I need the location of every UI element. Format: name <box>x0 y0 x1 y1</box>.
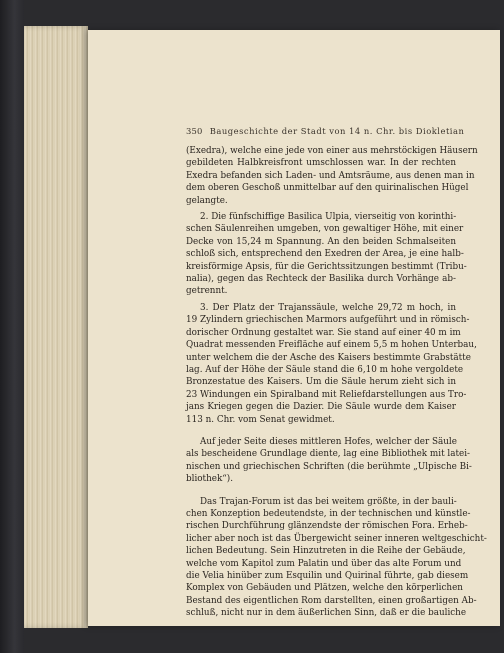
text-line: Auf jeder Seite dieses mittleren Hofes, welcher der Säule <box>200 436 457 447</box>
text-line: kreisförmige Apsis, für die Gerichtssitzungen bestimmt (Tribu- <box>186 261 467 272</box>
page-content <box>186 126 487 620</box>
book-binding <box>0 0 24 653</box>
paragraph <box>186 145 478 207</box>
paragraph <box>186 211 467 298</box>
text-line: Decke von 15,24 m Spannung. An den beiden Schmalseiten <box>186 236 456 247</box>
text-line: 3. Der Platz der Trajanssäule, welche 29,72 m hoch, in <box>200 302 456 313</box>
page-edges <box>24 26 88 628</box>
paragraph-gap <box>186 426 456 436</box>
text-line: lichen Bedeutung. Sein Hinzutreten in die Reihe der Gebäude, <box>186 546 466 557</box>
text-line: getrennt. <box>186 286 228 297</box>
text-line: Bronzestatue des Kaisers. Um die Säule herum zieht sich in <box>186 377 456 388</box>
page-number: 350 <box>186 126 203 136</box>
text-line: jans Kriegen gegen die Dazier. Die Säule wurde dem Kaiser <box>186 402 456 413</box>
text-line: Quadrat messenden Freifläche auf einem 5,5 m hohen Unterbau, <box>186 340 477 351</box>
text-line: 23 Windungen ein Spiralband mit Reliefdarstellungen aus Tro- <box>186 389 467 400</box>
text-line: 19 Zylindern griechischen Marmors aufgeführt und in römisch- <box>186 315 470 326</box>
running-title: Baugeschichte der Stadt von 14 n. Chr. bis Diokletian <box>209 126 465 136</box>
text-line: schloß sich, entsprechend den Exedren der Area, je eine halb- <box>186 249 464 260</box>
running-head <box>186 126 465 136</box>
text-line: lag. Auf der Höhe der Säule stand die 6,10 m hohe vergoldete <box>186 364 464 375</box>
text-line: Das Trajan-Forum ist das bei weitem größte, in der bauli- <box>200 496 457 507</box>
text-line: nischen und griechischen Schriften (die berühmte „Ulpische Bi- <box>186 461 472 472</box>
text-line: 113 n. Chr. vom Senat gewidmet. <box>186 414 335 425</box>
paragraph <box>186 436 472 486</box>
text-line: schen Säulenreihen umgeben, von gewaltiger Höhe, mit einer <box>186 224 464 235</box>
text-line: 2. Die fünfschiffige Basilica Ulpia, vierseitig von korinthi- <box>200 212 457 223</box>
text-line: dem oberen Geschoß unmittelbar auf den quirinalischen Hügel <box>186 183 469 194</box>
paragraph <box>186 302 477 426</box>
text-line: Exedra befanden sich Laden- und Amtsräume, aus denen man in <box>186 170 475 181</box>
text-line: (Exedra), welche eine jede von einer aus mehrstöckigen Häusern <box>186 146 478 156</box>
text-line: die Velia hinüber zum Esquilin und Quirinal führte, gab diesem <box>186 571 469 581</box>
body-text <box>186 145 487 620</box>
text-line: dorischer Ordnung gestaltet war. Sie stand auf einer 40 m im <box>186 327 461 338</box>
book-page <box>88 30 500 626</box>
paragraph-gap <box>186 486 456 496</box>
text-line: rischen Durchführung glänzendste der römischen Fora. Erheb- <box>186 521 468 532</box>
text-line: gebildeten Halbkreisfront umschlossen war. In der rechten <box>186 158 456 169</box>
text-line: unter welchem die der Asche des Kaisers bestimmte Grabstätte <box>186 352 471 363</box>
text-line: chen Konzeption bedeutendste, in der technischen und künstle- <box>186 508 471 519</box>
text-line: Bestand des eigentlichen Rom darstellten, einen großartigen Ab- <box>186 595 477 606</box>
text-line: nalia), gegen das Rechteck der Basilika durch Vorhänge ab- <box>186 274 456 285</box>
text-line: Komplex von Gebäuden und Plätzen, welche den körperlichen <box>186 583 463 594</box>
text-line: bliothek“). <box>186 474 234 485</box>
text-line: schluß, nicht nur in dem äußerlichen Sinn, daß er die bauliche <box>186 608 467 619</box>
text-line: welche vom Kapitol zum Palatin und über das alte Forum und <box>186 558 462 569</box>
text-line: licher aber noch ist das Übergewicht seiner inneren weltgeschicht- <box>186 533 487 544</box>
text-line: gelangte. <box>186 195 228 206</box>
paragraph <box>186 496 487 620</box>
text-line: als bescheidene Grundlage diente, lag eine Bibliothek mit latei- <box>186 449 470 460</box>
